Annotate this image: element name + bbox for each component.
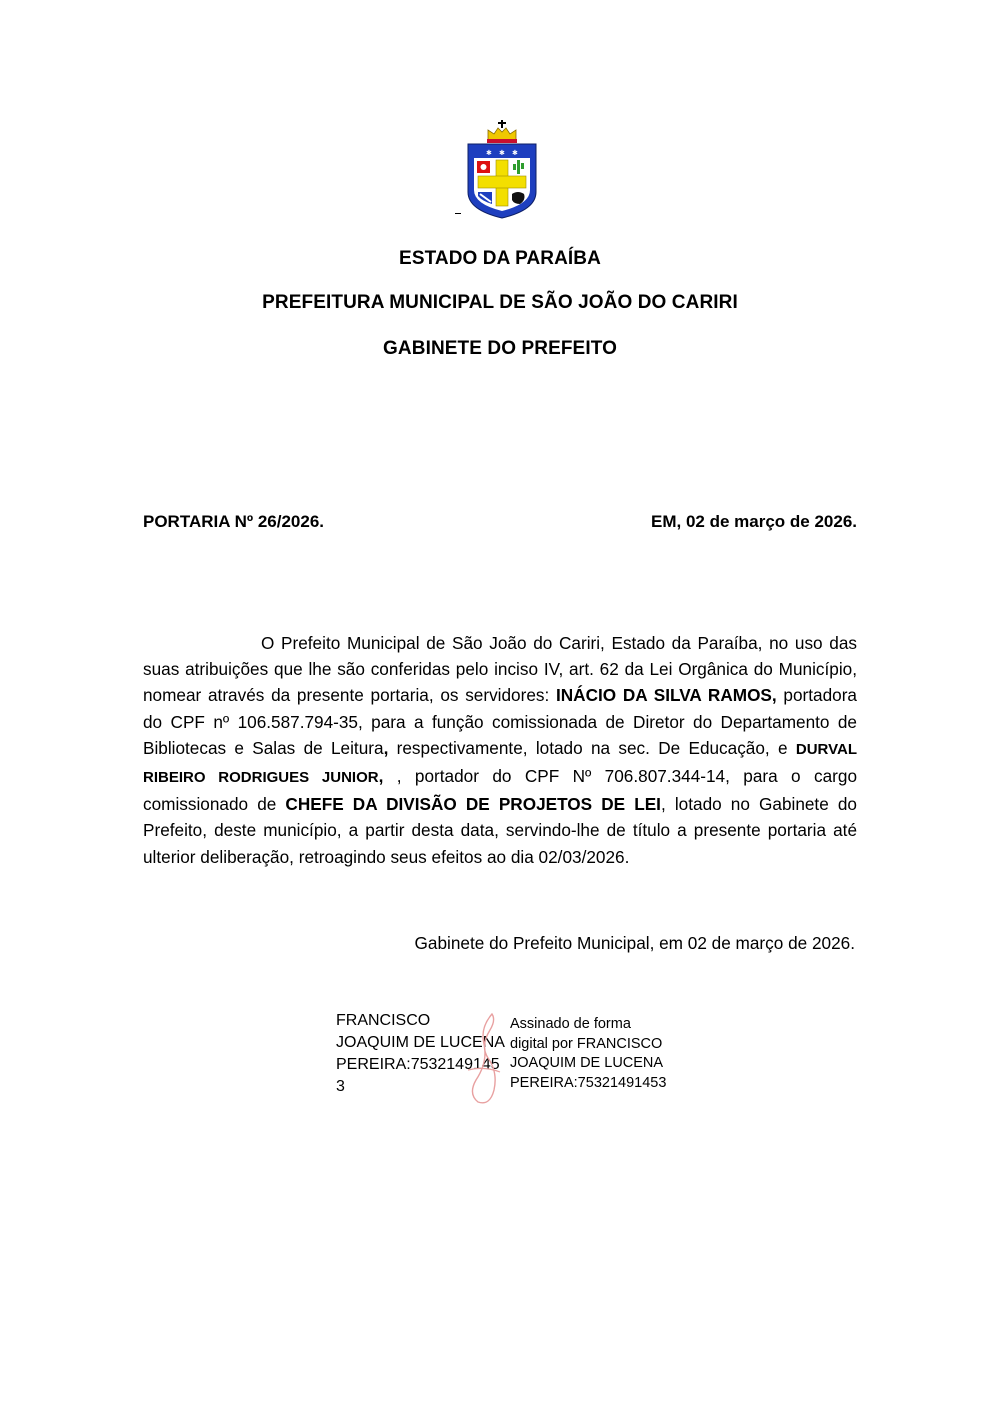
body-comma: , xyxy=(383,737,389,758)
svg-text:✱: ✱ xyxy=(499,149,505,157)
signer-name-line: JOAQUIM DE LUCENA xyxy=(336,1034,505,1051)
signature-info-line: digital por FRANCISCO xyxy=(510,1035,663,1052)
body-comma-2: , xyxy=(378,766,384,787)
svg-text:✱: ✱ xyxy=(486,149,492,157)
servant-name-2: DURVAL RIBEIRO RODRIGUES JUNIOR xyxy=(143,740,857,787)
body-paragraph xyxy=(143,630,857,870)
crest-dash xyxy=(455,213,461,214)
body-text-3: respectivamente, lotado na sec. De Educação, e xyxy=(388,737,796,758)
servant-name-1: INÁCIO DA SILVA RAMOS, xyxy=(555,685,777,706)
signer-name-line: 3 xyxy=(336,1078,345,1095)
signer-name-line: PEREIRA:7532149145 xyxy=(336,1056,500,1073)
signature-info-line: PEREIRA:75321491453 xyxy=(510,1074,667,1091)
coat-of-arms-icon xyxy=(460,118,544,220)
signature-info-line: JOAQUIM DE LUCENA xyxy=(510,1055,664,1071)
role-title: CHEFE DA DIVISÃO DE PROJETOS DE LEI xyxy=(285,794,661,815)
body-text-1: O Prefeito Municipal de São João do Cariri, Estado da Paraíba, no uso das suas atribuições que lhe são conferidas pelo inciso IV, art. 62 da Lei Orgânica do Município, nomear através da presente portaria, os servidores: xyxy=(143,633,857,706)
body-text-2: portadora do CPF nº 106.587.794-35, para a função comissionada de Diretor do Departamento de Bibliotecas e Salas de Leitura xyxy=(143,685,857,758)
office-heading: GABINETE DO PREFEITO xyxy=(383,338,617,359)
signature-mark-icon xyxy=(454,1010,514,1106)
prefecture-heading: PREFEITURA MUNICIPAL DE SÃO JOÃO DO CARIRI xyxy=(262,292,738,313)
portaria-date: EM, 02 de março de 2026. xyxy=(651,512,857,531)
signer-name-line: FRANCISCO xyxy=(336,1012,431,1029)
svg-text:✱: ✱ xyxy=(512,149,518,157)
digital-signature xyxy=(336,1010,686,1110)
signature-info-line: Assinado de forma xyxy=(510,1016,631,1032)
signature-info xyxy=(510,1015,666,1093)
body-text-4: , portador do CPF Nº 706.807.344-14, para o cargo comissionado de xyxy=(143,766,857,815)
body-text-5: , lotado no Gabinete do Prefeito, deste município, a partir desta data, servindo-lhe de título a presente portaria até ulterior deliberação, retroagindo seus efeitos ao dia 02/03/2026. xyxy=(143,794,857,867)
closing-line: Gabinete do Prefeito Municipal, em 02 de março de 2026. xyxy=(414,933,855,953)
portaria-number: PORTARIA Nº 26/2026. xyxy=(143,512,324,531)
state-heading: ESTADO DA PARAÍBA xyxy=(399,248,601,269)
